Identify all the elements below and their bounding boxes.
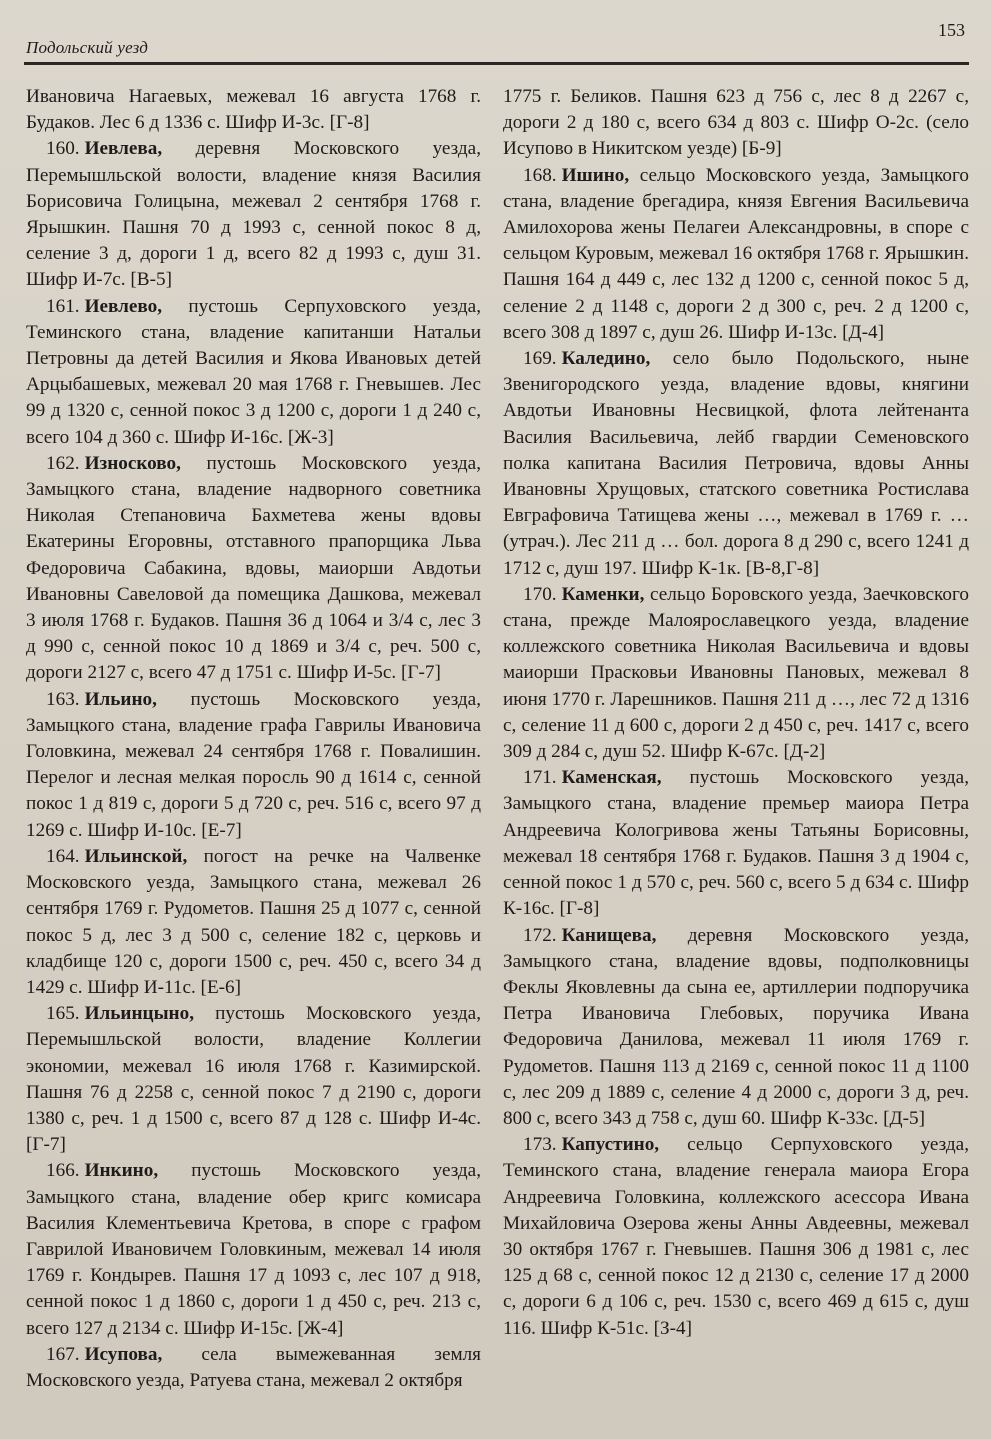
dictionary-entry [26,1001,481,1158]
dictionary-entry [26,451,481,687]
entry-headword: Ильино, [84,688,157,710]
entry-headword: Ильинской, [84,845,188,867]
entry-number: 172. [523,924,557,946]
dictionary-entry [503,346,969,582]
entry-number: 162. [46,452,80,474]
entry-number: 173. [523,1134,557,1156]
entry-headword: Каледино, [561,348,651,370]
entry-number: 163. [46,688,80,710]
entry-number: 169. [523,348,557,370]
entry-number: 161. [46,295,80,317]
entry-text: пустошь Серпуховского уезда, Теминского стана, владение капитанши Натальи Петровны да детей Василия и Якова Ивановых детей Арцыбашевых, межевал 20 мая 1768 г. Гневышев. Лес 99 д 1320 с, сенной покос 3 д 1200 с, дороги 1 д 240 с, всего 104 д 360 с. Шифр И-16с. [Ж-3] [26,295,481,448]
entry-headword: Исупова, [84,1343,163,1365]
entry-headword: Ильинцыно, [84,1003,195,1025]
dictionary-entry [503,582,969,765]
entry-headword: Иевлево, [84,295,163,317]
entry-text: погост на речке на Чалвенке Московского уезда, Замыцкого стана, межевал 26 сентября 1769 г. Рудометов. Пашня 25 д 1077 с, сенной покос 5 д, лес 3 д 500 с, селение 182 с, церковь и кладбище 120 с, дороги 1500 с, реч. 450 с, всего 34 д 1429 с. Шифр И-11с. [Е-6] [26,845,481,998]
page-number: 153 [938,20,965,40]
dictionary-entry [503,163,969,346]
entry-number: 170. [523,583,557,605]
dictionary-entry [26,844,481,1001]
entry-text: деревня Московского уезда, Замыцкого стана, владение вдовы, подполковницы Феклы Яковлевны да сына ее, артиллерии подпоручика Петра Ивановича Глебовых, поручика Ивана Федоровича Данилова, межевал 11 июля 1769 г. Рудометов. Пашня 113 д 2169 с, сенной покос 11 д 1100 с, лес 209 д 1889 с, селение 4 д 2000 с, дороги 3 д, реч. 800 с, всего 343 д 758 с, душ 60. Шифр К-33с. [Д-5] [503,924,969,1129]
entry-text: село было Подольского, ныне Звенигородского уезда, владение вдовы, княгини Авдотьи Ивановны Несвицкой, флота лейтенанта Василия Васильевича, лейб гвардии Семеновского полка капитана Василия Петровича, вдовы Анны Ивановны Хрущовых, статского советника Ростислава Евграфовича Татищева жены …, межевал в 1769 г. … (утрач.). Лес 211 д … бол. дорога 8 д 290 с, всего 1241 д 1712 с, душ 197. Шифр К-1к. [В-8,Г-8] [503,348,969,579]
entry-list [503,163,969,1342]
entry-list [26,136,481,1394]
entry-text: пустошь Московского уезда, Замыцкого стана, владение обер кригс комисара Василия Клементьевича Кретова, в споре с графом Гаврилой Ивановичем Головкиным, межевал 14 июля 1769 г. Кондырев. Пашня 17 д 1093 с, лес 107 д 918, сенной покос 1 д 1860 с, дороги 1 д 450 с, реч. 213 с, всего 127 д 2134 с. Шифр И-15с. [Ж-4] [26,1160,481,1339]
entry-headword: Иевлева, [84,138,163,160]
entry-text: села вымежеванная земля Московского уезда, Ратуева стана, межевал 2 октября [26,1343,481,1391]
dictionary-entry [503,1132,969,1342]
entry-text: сельцо Московского уезда, Замыцкого стана, владение брегадира, князя Евгения Васильевича Амилохорова жены Пелагеи Александровны, в споре с сельцом Куровым, межевал 16 октября 1768 г. Ярышкин. Пашня 164 д 449 с, лес 132 д 1200 с, сенной покос 5 д, селение 2 д 1148 с, дороги 2 д 300 с, реч. 2 д 1200 с, всего 308 д 1897 с, душ 26. Шифр И-13с. [Д-4] [503,164,969,343]
entry-text: сельцо Серпуховского уезда, Теминского стана, владение генерала маиора Егора Андреевича Головкина, коллежского асессора Ивана Михайловича Озерова жены Анны Авдеевны, межевал 30 октября 1767 г. Гневышев. Пашня 306 д 1981 с, лес 125 д 68 с, сенной покос 12 д 2130 с, селение 17 д 2000 с, дороги 6 д 106 с, реч. 1530 с, всего 469 д 615 с, душ 116. Шифр К-51с. [З-4] [503,1134,969,1339]
entry-number: 160. [46,138,80,160]
entry-headword: Инкино, [84,1160,159,1182]
entry-number: 167. [46,1343,80,1365]
entry-text: деревня Московского уезда, Перемышльской волости, владение князя Василия Борисовича Голицына, межевал 2 сентября 1768 г. Ярышкин. Пашня 70 д 1993 с, сенной покос 8 д, селение 3 д, дороги 1 д, всего 82 д 1993 с, душ 31. Шифр И-7с. [В-5] [26,138,481,291]
entry-number: 165. [46,1003,80,1025]
continuation-text: Ивановича Нагаевых, межевал 16 августа 1768 г. Будаков. Лес 6 д 1336 с. Шифр И-3с. [Г-8] [26,86,481,134]
entry-text: пустошь Московского уезда, Замыцкого стана, владение надворного советника Николая Степановича Бахметева жены вдовы Екатерины Егоровны, отставного прапорщика Льва Федоровича Сабакина, вдовы, маиорши Авдотьи Ивановны Савеловой да помещика Дашкова, межевал 3 июля 1768 г. Будаков. Пашня 36 д 1064 и 3/4 с, лес 3 д 990 с, сенной покос 10 д 1869 и 3/4 с, реч. 500 с, дороги 2127 с, всего 47 д 1751 с. Шифр И-5с. [Г-7] [26,452,481,684]
entry-text: пустошь Московского уезда, Перемышльской волости, владение Коллегии экономии, межевал 16 июля 1768 г. Казимирской. Пашня 76 д 2258 с, сенной покос 7 д 2190 с, дороги 1380 с, реч. 1 д 1500 с, всего 87 д 128 с. Шифр И-4с. [Г-7] [26,1003,481,1156]
entry-text: сельцо Боровского уезда, Заечковского стана, прежде Малоярославецкого уезда, владение коллежского советника Николая Васильевича и вдовы маиорши Прасковьи Ивановны Пановых, межевал 8 июня 1770 г. Ларешников. Пашня 211 д …, лес 72 д 1316 с, селение 11 д 600 с, дороги 2 д 450 с, реч. 1417 с, всего 309 д 284 с, душ 52. Шифр К-67с. [Д-2] [503,583,969,763]
entry-number: 164. [46,845,80,867]
header-rule [24,62,969,65]
dictionary-entry [26,1342,481,1394]
entry-headword: Каменская, [561,767,662,789]
dictionary-entry [26,294,481,451]
dictionary-entry [26,1158,481,1341]
entry-number: 168. [523,164,557,186]
dictionary-entry [26,687,481,844]
entry-headword: Канищева, [561,924,657,946]
page-header [24,18,969,68]
entry-headword: Капустино, [561,1134,660,1156]
running-title: Подольский уезд [26,38,148,57]
continuation-text: 1775 г. Беликов. Пашня 623 д 756 с, лес 8 д 2267 с, дороги 2 д 180 с, всего 634 д 803 с. Шифр О-2с. (село Исупово в Никитском уезде) [Б-9] [503,86,969,160]
entry-number: 166. [46,1160,80,1182]
entry-number: 171. [523,767,557,789]
entry-headword: Каменки, [561,583,645,605]
dictionary-entry [503,765,969,922]
left-column [26,84,481,1394]
entry-headword: Износково, [84,452,181,474]
entry-headword: Ишино, [561,164,630,186]
dictionary-entry [26,136,481,293]
entry-text: пустошь Московского уезда, Замыцкого стана, владение премьер маиора Петра Андреевича Кологривова жены Татьяны Борисовны, межевал 18 сентября 1768 г. Будаков. Пашня 3 д 1904 с, сенной покос 1 д 570 с, реч. 560 с, всего 5 д 634 с. Шифр К-16с. [Г-8] [503,767,969,920]
entry-text: пустошь Московского уезда, Замыцкого стана, владение графа Гаврилы Ивановича Головкина, межевал 24 сентября 1768 г. Повалишин. Перелог и лесная мелкая поросль 90 д 1614 с, сенной покос 1 д 819 с, дороги 5 д 720 с, реч. 516 с, всего 97 д 1269 с. Шифр И-10с. [Е-7] [26,688,481,841]
dictionary-entry [503,923,969,1133]
right-column [503,84,969,1342]
